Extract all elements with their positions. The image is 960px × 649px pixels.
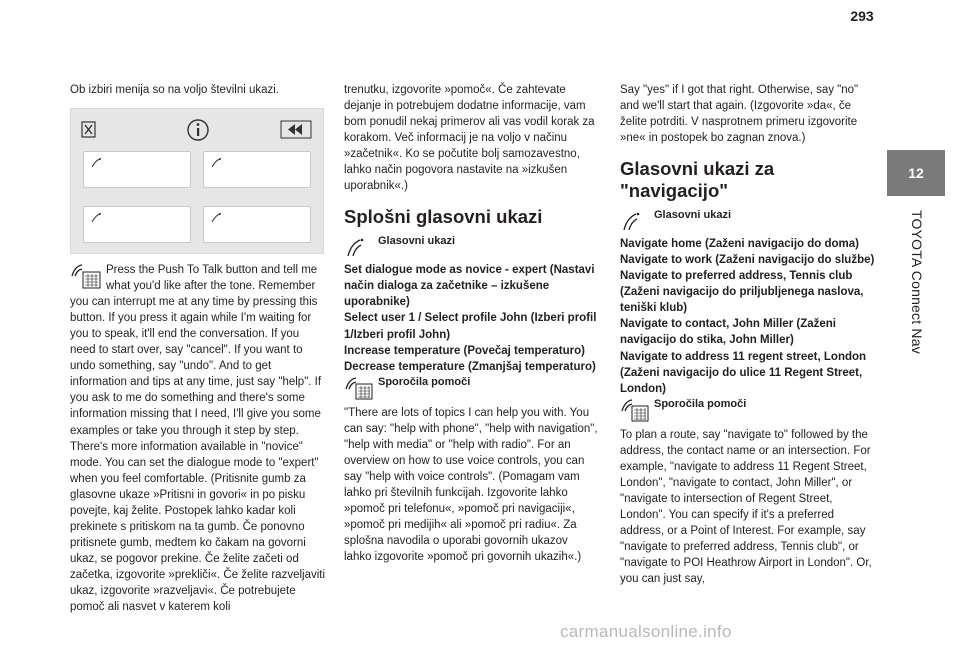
- toolbar-icons: [77, 115, 319, 145]
- info-icon: [188, 120, 208, 140]
- voice-command-icon: [344, 234, 374, 260]
- column-1: [70, 82, 326, 615]
- menu-tile-1: [83, 151, 191, 188]
- voice-commands-row: [620, 208, 876, 234]
- voice-command-icon: [620, 208, 650, 234]
- general-help-text: "There are lots of topics I can help you with. You can say: "help with phone", "help with navigation", "help with media" or "help with radio". For an overview on how to use voice controls, you can say "help with voice controls". (Pomagam vam lahko pri številnih funkcijah. Izgovorite lahko »pomoč pri telefonu«, »pomoč pri navigaciji«, »pomoč pri medijih« ali »pomoč pri radiu«. Za splošna navodila o uporabi govornih ukazov lahko izgovorite »pomoč pri govornih ukazih«.): [344, 406, 598, 564]
- chapter-title: TOYOTA Connect Nav: [909, 210, 925, 354]
- exit-icon: [82, 122, 95, 137]
- col1-body: Press the Push To Talk button and tell me what you'd like after the tone. Remember you can interrupt me at any time by pressing this button. If you press it again while I'm waiting for you to speak, it'll end the conversation. If you need to start over, say "cancel". If you want to undo something, say "undo". And to get information and tips at any time, just say "help". If you ask to me do something and there's some information missing that I need, I'll give you some examples or take you through it step by step. There's more information available in "novice" mode. You can set the dialogue mode to "expert" when you feel comfortable. (Pritisnite gumb za glasovne ukaze »Pritisni in govori« in po pisku povejte, kaj želite. Postopek lahko kadar koli prekinete s pritiskom na ta gumb. Če ponovno pritisnete gumb, medtem ko čakam na govorni ukaz, se pogovor prekine. Če želite začeti od začetka, izgovorite »prekliči«. Če želite razveljaviti ukaz, izgovorite »razveljavi«. Če potrebujete pomoč ali nasvet v katerem koli: [70, 264, 326, 614]
- menu-tile-4: [203, 206, 311, 243]
- rewind-icon: [281, 121, 311, 138]
- microphone-icon: [210, 212, 222, 224]
- voice-commands-row: [344, 234, 598, 260]
- column-2: [344, 82, 598, 565]
- help-message-icon: [70, 262, 104, 290]
- column-3: [620, 82, 876, 587]
- menu-tile-2: [203, 151, 311, 188]
- col2-continuation: trenutku, izgovorite »pomoč«. Če zahtevate dejanje in potrebujem dodatne informacije, vam bom ponudil nekaj primerov ali vas vodil korak za korakom. Več informacij je na voljo v načinu »začetnik«. Ko se počutite bolj samozavestno, lahko način pogovora nastavite na »izkušen uporabnik«.): [344, 84, 595, 193]
- help-messages-label: Sporočila pomoči: [378, 375, 471, 388]
- menu-screen-illustration: [70, 108, 324, 254]
- help-message-icon: [620, 397, 650, 423]
- col1-intro: Ob izbiri menija so na voljo številni ukazi.: [70, 84, 280, 96]
- screen-toolbar: [77, 115, 317, 145]
- heading-line-2: "navigacijo": [620, 180, 729, 202]
- help-messages-row: [344, 375, 598, 401]
- heading-line-1: Glasovni ukazi za: [620, 158, 775, 180]
- chapter-tab: 12: [887, 150, 945, 196]
- help-messages-row: [620, 397, 876, 423]
- voice-commands-label: Glasovni ukazi: [378, 235, 456, 248]
- section-heading-general: Splošni glasovni ukazi: [344, 206, 543, 228]
- microphone-icon: [90, 212, 102, 224]
- navigation-help-text: To plan a route, say "navigate to" followed by the address, the contact name or an intersection. For example, "navigate to address 11 Regent Street, London", "navigate to contact, John Miller", or "navigate to intersection of Regent Street, London". You can specify if it's a preferred address, or a Point of Interest. For example, say "navigate to preferred address, Tennis club", or "navigate to POI Heathrow Airport in London". Or, you can just say,: [620, 428, 872, 586]
- help-message-icon: [344, 375, 374, 401]
- watermark: carmanualsonline.info: [560, 622, 732, 641]
- section-heading-navigation: [620, 158, 876, 202]
- general-commands-list: Set dialogue mode as novice - expert (Nastavi način dialoga za začetnike – izkušene uporabnike) Select user 1 / Select profile John (Izberi profil 1/Izberi profil John) Increase temperature (Povečaj temperaturo) Decrease temperature (Zmanjšaj temperaturo): [344, 264, 597, 373]
- help-messages-label: Sporočila pomoči: [654, 397, 747, 410]
- microphone-icon: [90, 157, 102, 169]
- menu-tile-3: [83, 206, 191, 243]
- page-number: 293: [850, 8, 874, 24]
- col3-intro: Say "yes" if I got that right. Otherwise, say "no" and we'll start that again. (Izgovorite »da«, če želite potrditi. V nasprotnem primeru izgovorite »ne« in postopek bo zagnan znova.): [620, 84, 859, 145]
- voice-commands-label: Glasovni ukazi: [654, 209, 732, 222]
- navigation-commands-list: Navigate home (Zaženi navigacijo do doma) Navigate to work (Zaženi navigacijo do službe) Navigate to preferred address, Tennis club (Zaženi navigacijo do priljubljenega naslova, teniški klub) Navigate to contact, John Miller (Zaženi navigacijo do stika, John Miller) Navigate to address 11 regent street, London (Zaženi navigacijo do ulice 11 Regent Street, London): [620, 238, 875, 395]
- microphone-icon: [210, 157, 222, 169]
